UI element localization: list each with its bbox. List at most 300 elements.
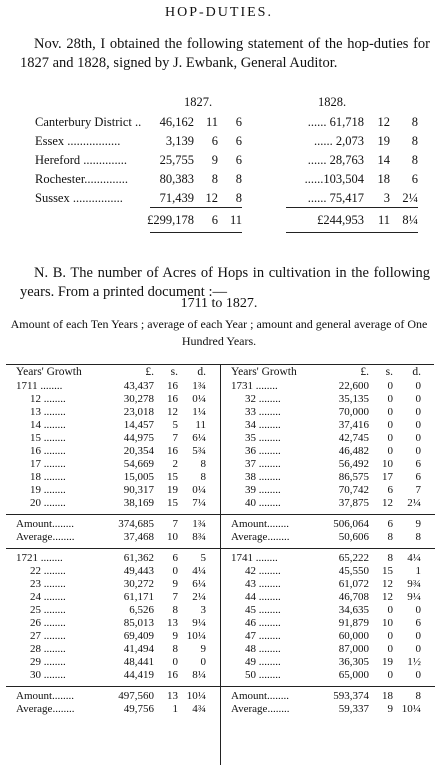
shillings-value: 15 — [167, 497, 178, 509]
pence-value: 4¼ — [192, 565, 206, 577]
pounds-value: 14,457 — [123, 419, 154, 431]
year-label: 46 ........ — [245, 617, 281, 629]
growth-year-row — [6, 419, 220, 432]
pence-value: 1¾ — [192, 380, 206, 392]
growth-year-row — [6, 630, 220, 643]
growth-year-row — [221, 630, 435, 643]
pounds-value: 43,437 — [123, 380, 154, 392]
year-header-1827: 1827. — [184, 95, 213, 109]
shillings-1828: 12 — [377, 115, 390, 129]
pounds-value: 45,550 — [338, 565, 369, 577]
district-name: Sussex ................ — [35, 191, 123, 205]
pence-value: 0 — [415, 630, 421, 642]
growth-year-row — [221, 497, 435, 510]
pence-value: 6 — [415, 471, 421, 483]
shillings-value: 0 — [387, 604, 393, 616]
pence-value: 9¼ — [407, 591, 421, 603]
year-label: 16 ........ — [30, 445, 66, 457]
growth-year-row — [6, 458, 220, 471]
pounds-value: 90,317 — [123, 484, 154, 496]
shillings-value: 19 — [167, 484, 178, 496]
growth-year-row — [6, 497, 220, 510]
shillings-value: 12 — [382, 591, 393, 603]
growth-year-row — [6, 656, 220, 669]
pence-value: 0 — [415, 432, 421, 444]
pence-value: 1¾ — [192, 518, 206, 530]
year-label: 28 ........ — [30, 643, 66, 655]
pence-value: 0 — [415, 406, 421, 418]
growth-year-row — [6, 432, 220, 445]
pounds-value: 50,606 — [338, 531, 369, 543]
pence-value: 1 — [415, 565, 421, 577]
page-title: HOP-DUTIES. — [165, 5, 273, 20]
growth-summary-row — [221, 690, 435, 703]
pounds-value: 44,975 — [123, 432, 154, 444]
pounds-value: 46,708 — [338, 591, 369, 603]
section-divider — [6, 544, 220, 549]
year-label: 35 ........ — [245, 432, 281, 444]
year-label: 50 ........ — [245, 669, 281, 681]
shillings-header: s. — [385, 366, 393, 378]
shillings-value: 0 — [172, 565, 178, 577]
growth-header-row — [221, 365, 435, 380]
shillings-value: 8 — [172, 643, 178, 655]
pence-1827: 6 — [235, 134, 242, 148]
duties-row — [0, 170, 438, 189]
year-label: 34 ........ — [245, 419, 281, 431]
shillings-value: 6 — [172, 552, 178, 564]
shillings-value: 17 — [382, 471, 393, 483]
pounds-value: 44,419 — [123, 669, 154, 681]
shillings-value: 9 — [172, 630, 178, 642]
growth-summary-row — [6, 518, 220, 531]
pounds-value: 36,305 — [338, 656, 369, 668]
pence-value: 9¼ — [192, 617, 206, 629]
growth-column-right — [220, 365, 435, 765]
year-label: 17 ........ — [30, 458, 66, 470]
pence-value: 10¼ — [186, 630, 206, 642]
growth-year-row — [221, 406, 435, 419]
year-range-heading: 1711 to 1827. — [180, 296, 258, 311]
year-label: 48 ........ — [245, 643, 281, 655]
shillings-value: 0 — [387, 380, 393, 392]
year-label: 36 ........ — [245, 445, 281, 457]
growth-year-row — [6, 471, 220, 484]
shillings-value: 6 — [387, 518, 393, 530]
shillings-value: 16 — [167, 669, 178, 681]
pence-1827: 8 — [235, 172, 242, 186]
growth-summary-row — [221, 531, 435, 544]
shillings-value: 10 — [167, 531, 178, 543]
growth-year-row — [221, 643, 435, 656]
pence-value: 8 — [200, 471, 206, 483]
growth-year-row — [221, 604, 435, 617]
growth-year-row — [221, 552, 435, 565]
growth-summary-row — [6, 690, 220, 703]
pence-value: 4¾ — [192, 703, 206, 715]
year-label: 40 ........ — [245, 497, 281, 509]
growth-year-row — [6, 604, 220, 617]
pence-1828: 2¼ — [402, 191, 418, 205]
growth-year-row — [6, 393, 220, 406]
pounds-value: 87,000 — [338, 643, 369, 655]
years-growth-header: Years' Growth — [231, 366, 297, 378]
pounds-header: £. — [360, 366, 369, 378]
growth-summary-row — [221, 703, 435, 716]
growth-summary-row — [221, 518, 435, 531]
year-label: Amount........ — [16, 518, 75, 530]
shillings-1828: 18 — [377, 172, 390, 186]
year-label: 32 ........ — [245, 393, 281, 405]
growth-year-row — [221, 591, 435, 604]
shillings-value: 6 — [387, 484, 393, 496]
pence-1827: 6 — [235, 115, 242, 129]
year-label: 26 ........ — [30, 617, 66, 629]
shillings-value: 0 — [387, 669, 393, 681]
pounds-value: 41,494 — [123, 643, 154, 655]
year-label: 37 ........ — [245, 458, 281, 470]
year-label: Amount........ — [231, 518, 290, 530]
total-rule-1828 — [286, 207, 418, 208]
growth-year-row — [6, 617, 220, 630]
shillings-value: 12 — [382, 497, 393, 509]
shillings-value: 1 — [172, 703, 178, 715]
pounds-value: 593,374 — [333, 690, 369, 702]
year-label: 1731 ........ — [231, 380, 278, 392]
amount-1828: ...... 28,763 — [307, 153, 364, 167]
growth-summary-row — [6, 703, 220, 716]
amount-1828: ...... 75,417 — [307, 191, 364, 205]
pounds-header: £. — [145, 366, 154, 378]
pence-value: 7¼ — [192, 497, 206, 509]
shillings-value: 0 — [387, 406, 393, 418]
year-label: 30 ........ — [30, 669, 66, 681]
shillings-value: 16 — [167, 380, 178, 392]
shillings-1827: 6 — [211, 134, 218, 148]
year-label: 14 ........ — [30, 419, 66, 431]
year-label: 49 ........ — [245, 656, 281, 668]
pounds-value: 37,875 — [338, 497, 369, 509]
pounds-value: 49,443 — [123, 565, 154, 577]
shillings-value: 15 — [382, 565, 393, 577]
duties-row — [0, 151, 438, 170]
year-label: 27 ........ — [30, 630, 66, 642]
shillings-value: 2 — [172, 458, 178, 470]
pence-value: 3 — [200, 604, 206, 616]
shillings-1828: 3 — [383, 191, 390, 205]
pence-1828: 6 — [411, 172, 418, 186]
district-name: Hereford .............. — [35, 153, 127, 167]
year-label: 19 ........ — [30, 484, 66, 496]
growth-year-row — [221, 445, 435, 458]
year-label: 29 ........ — [30, 656, 66, 668]
year-label: 1721 ........ — [16, 552, 63, 564]
pence-value: 9 — [415, 518, 421, 530]
shillings-1827: 11 — [205, 115, 218, 129]
pence-value: 6¼ — [192, 432, 206, 444]
growth-year-row — [6, 484, 220, 497]
pounds-value: 23,018 — [123, 406, 154, 418]
pence-1828: 8 — [411, 134, 418, 148]
shillings-value: 16 — [167, 393, 178, 405]
growth-year-row — [221, 578, 435, 591]
growth-header-row — [6, 365, 220, 380]
growth-year-row — [6, 406, 220, 419]
pence-value: 4¼ — [407, 552, 421, 564]
pence-value: 2¼ — [192, 591, 206, 603]
total-shillings-1827: 6 — [211, 213, 218, 227]
shillings-value: 12 — [167, 406, 178, 418]
total-pence-1828: 8¼ — [402, 213, 418, 227]
pence-value: 8 — [200, 458, 206, 470]
pence-1827: 8 — [235, 191, 242, 205]
shillings-value: 9 — [172, 578, 178, 590]
year-label: 1711 ........ — [16, 380, 63, 392]
duties-total-row — [0, 211, 438, 230]
shillings-header: s. — [170, 366, 178, 378]
pounds-value: 34,635 — [338, 604, 369, 616]
pounds-value: 30,272 — [123, 578, 154, 590]
year-label: 39 ........ — [245, 484, 281, 496]
pounds-value: 65,000 — [338, 669, 369, 681]
shillings-value: 13 — [167, 690, 178, 702]
shillings-value: 12 — [382, 578, 393, 590]
shillings-value: 8 — [387, 531, 393, 543]
pence-value: 2¼ — [407, 497, 421, 509]
pence-value: 8 — [415, 690, 421, 702]
pence-value: 0¼ — [192, 393, 206, 405]
pounds-value: 48,441 — [123, 656, 154, 668]
pence-value: 0 — [200, 656, 206, 668]
growth-year-row — [221, 393, 435, 406]
district-name: Essex ................. — [35, 134, 121, 148]
shillings-value: 7 — [172, 591, 178, 603]
shillings-1827: 9 — [211, 153, 218, 167]
pence-value: 10¼ — [186, 690, 206, 702]
shillings-1828: 19 — [377, 134, 390, 148]
growth-year-row — [6, 591, 220, 604]
amount-1828: ...... 2,073 — [314, 134, 364, 148]
year-label: 12 ........ — [30, 393, 66, 405]
pounds-value: 37,468 — [123, 531, 154, 543]
pounds-value: 42,745 — [338, 432, 369, 444]
shillings-value: 0 — [387, 419, 393, 431]
amount-1828: ......103,504 — [304, 172, 364, 186]
year-label: 42 ........ — [245, 565, 281, 577]
pence-value: 0 — [415, 643, 421, 655]
acres-growth-table — [6, 364, 434, 765]
pence-value: 8 — [415, 531, 421, 543]
amount-1827: 71,439 — [159, 191, 194, 205]
pounds-value: 70,742 — [338, 484, 369, 496]
pounds-value: 91,879 — [338, 617, 369, 629]
total-shillings-1828: 11 — [377, 213, 390, 227]
pounds-value: 506,064 — [333, 518, 369, 530]
growth-year-row — [6, 552, 220, 565]
shillings-1828: 14 — [377, 153, 390, 167]
pence-value: 5¾ — [192, 445, 206, 457]
pounds-value: 60,000 — [338, 630, 369, 642]
pounds-value: 497,560 — [118, 690, 154, 702]
year-label: 45 ........ — [245, 604, 281, 616]
shillings-value: 8 — [172, 604, 178, 616]
pence-value: 0 — [415, 393, 421, 405]
growth-year-row — [221, 432, 435, 445]
intro-paragraph: Nov. 28th, I obtained the following statement of the hop-duties for 1827 and 1828, signed by J. Ewbank, General Auditor. — [20, 36, 430, 71]
growth-year-row — [221, 656, 435, 669]
shillings-value: 8 — [387, 552, 393, 564]
year-label: 25 ........ — [30, 604, 66, 616]
total-amount-1828: £244,953 — [317, 213, 364, 227]
shillings-value: 0 — [387, 445, 393, 457]
amount-1827: 25,755 — [159, 153, 194, 167]
pounds-value: 38,169 — [123, 497, 154, 509]
pounds-value: 56,492 — [338, 458, 369, 470]
pence-value: 5 — [200, 552, 206, 564]
shillings-value: 18 — [382, 690, 393, 702]
year-label: 43 ........ — [245, 578, 281, 590]
growth-year-row — [6, 445, 220, 458]
year-label: 24 ........ — [30, 591, 66, 603]
total-amount-1827: £299,178 — [147, 213, 194, 227]
shillings-value: 7 — [172, 432, 178, 444]
shillings-value: 9 — [387, 703, 393, 715]
duties-row — [0, 132, 438, 151]
pence-value: 0¼ — [192, 484, 206, 496]
pence-value: 10¼ — [401, 703, 421, 715]
shillings-value: 5 — [172, 419, 178, 431]
total-underline-1827 — [150, 232, 242, 233]
section-divider — [221, 510, 435, 515]
year-label: 15 ........ — [30, 432, 66, 444]
pounds-value: 6,526 — [129, 604, 154, 616]
year-label: Average........ — [231, 703, 290, 715]
pounds-value: 54,669 — [123, 458, 154, 470]
growth-year-row — [221, 380, 435, 393]
shillings-value: 0 — [387, 393, 393, 405]
section-divider — [6, 510, 220, 515]
total-pence-1827: 11 — [229, 213, 242, 227]
pence-value: 0 — [415, 380, 421, 392]
year-label: 38 ........ — [245, 471, 281, 483]
year-label: 33 ........ — [245, 406, 281, 418]
shillings-value: 0 — [387, 432, 393, 444]
section-divider — [221, 544, 435, 549]
pence-value: 9 — [200, 643, 206, 655]
pounds-value: 20,354 — [123, 445, 154, 457]
year-label: 44 ........ — [245, 591, 281, 603]
pence-value: 0 — [415, 445, 421, 457]
shillings-value: 10 — [382, 458, 393, 470]
pounds-value: 61,362 — [123, 552, 154, 564]
shillings-value: 13 — [167, 617, 178, 629]
pounds-value: 15,005 — [123, 471, 154, 483]
year-label: 18 ........ — [30, 471, 66, 483]
pence-value: 6 — [415, 458, 421, 470]
section-divider — [6, 682, 220, 687]
pounds-value: 69,409 — [123, 630, 154, 642]
shillings-value: 0 — [172, 656, 178, 668]
pence-value: 8¾ — [192, 531, 206, 543]
growth-year-row — [221, 669, 435, 682]
duties-row — [0, 113, 438, 132]
pence-value: 6 — [415, 617, 421, 629]
pounds-value: 85,013 — [123, 617, 154, 629]
year-label: 23 ........ — [30, 578, 66, 590]
pounds-value: 86,575 — [338, 471, 369, 483]
duties-row — [0, 189, 438, 208]
shillings-value: 0 — [387, 643, 393, 655]
growth-year-row — [6, 643, 220, 656]
growth-summary-row — [6, 531, 220, 544]
pence-value: 6¼ — [192, 578, 206, 590]
shillings-1827: 8 — [211, 172, 218, 186]
growth-year-row — [221, 419, 435, 432]
pence-value: 11 — [195, 419, 206, 431]
amount-1828: ...... 61,718 — [307, 115, 364, 129]
growth-year-row — [221, 471, 435, 484]
pounds-value: 61,171 — [123, 591, 154, 603]
year-label: Amount........ — [231, 690, 290, 702]
shillings-value: 10 — [382, 617, 393, 629]
pence-1828: 8 — [411, 153, 418, 167]
growth-column-left — [6, 365, 220, 716]
pence-value: 1½ — [407, 656, 421, 668]
pounds-value: 46,482 — [338, 445, 369, 457]
growth-year-row — [221, 458, 435, 471]
growth-year-row — [6, 565, 220, 578]
growth-year-row — [6, 669, 220, 682]
total-rule-1827 — [150, 207, 242, 208]
amount-1827: 80,383 — [159, 172, 194, 186]
pounds-value: 65,222 — [338, 552, 369, 564]
nb-paragraph: N. B. The number of Acres of Hops in cultivation in the following years. From a printed document :— — [20, 265, 430, 300]
year-label: Amount........ — [16, 690, 75, 702]
shillings-value: 16 — [167, 445, 178, 457]
year-header-1828: 1828. — [318, 95, 347, 109]
pounds-value: 35,135 — [338, 393, 369, 405]
pounds-value: 30,278 — [123, 393, 154, 405]
pence-value: 0 — [415, 669, 421, 681]
pounds-value: 70,000 — [338, 406, 369, 418]
pounds-value: 59,337 — [338, 703, 369, 715]
pounds-value: 61,072 — [338, 578, 369, 590]
amount-1827: 3,139 — [165, 134, 194, 148]
pounds-value: 49,756 — [123, 703, 154, 715]
years-growth-header: Years' Growth — [16, 366, 82, 378]
pence-value: 0 — [415, 419, 421, 431]
growth-year-row — [221, 565, 435, 578]
pence-value: 1¼ — [192, 406, 206, 418]
growth-year-row — [221, 484, 435, 497]
pounds-value: 22,600 — [338, 380, 369, 392]
pounds-value: 37,416 — [338, 419, 369, 431]
year-label: 22 ........ — [30, 565, 66, 577]
pence-value: 0 — [415, 604, 421, 616]
pence-header: d. — [197, 366, 206, 378]
district-name: Canterbury District .. — [35, 115, 142, 129]
pence-1828: 8 — [411, 115, 418, 129]
shillings-value: 15 — [167, 471, 178, 483]
year-label: Average........ — [231, 531, 290, 543]
pence-1827: 6 — [235, 153, 242, 167]
growth-year-row — [6, 380, 220, 393]
amount-1827: 46,162 — [159, 115, 194, 129]
pence-value: 8¼ — [192, 669, 206, 681]
growth-year-row — [6, 578, 220, 591]
year-label: Average........ — [16, 703, 75, 715]
growth-year-row — [221, 617, 435, 630]
